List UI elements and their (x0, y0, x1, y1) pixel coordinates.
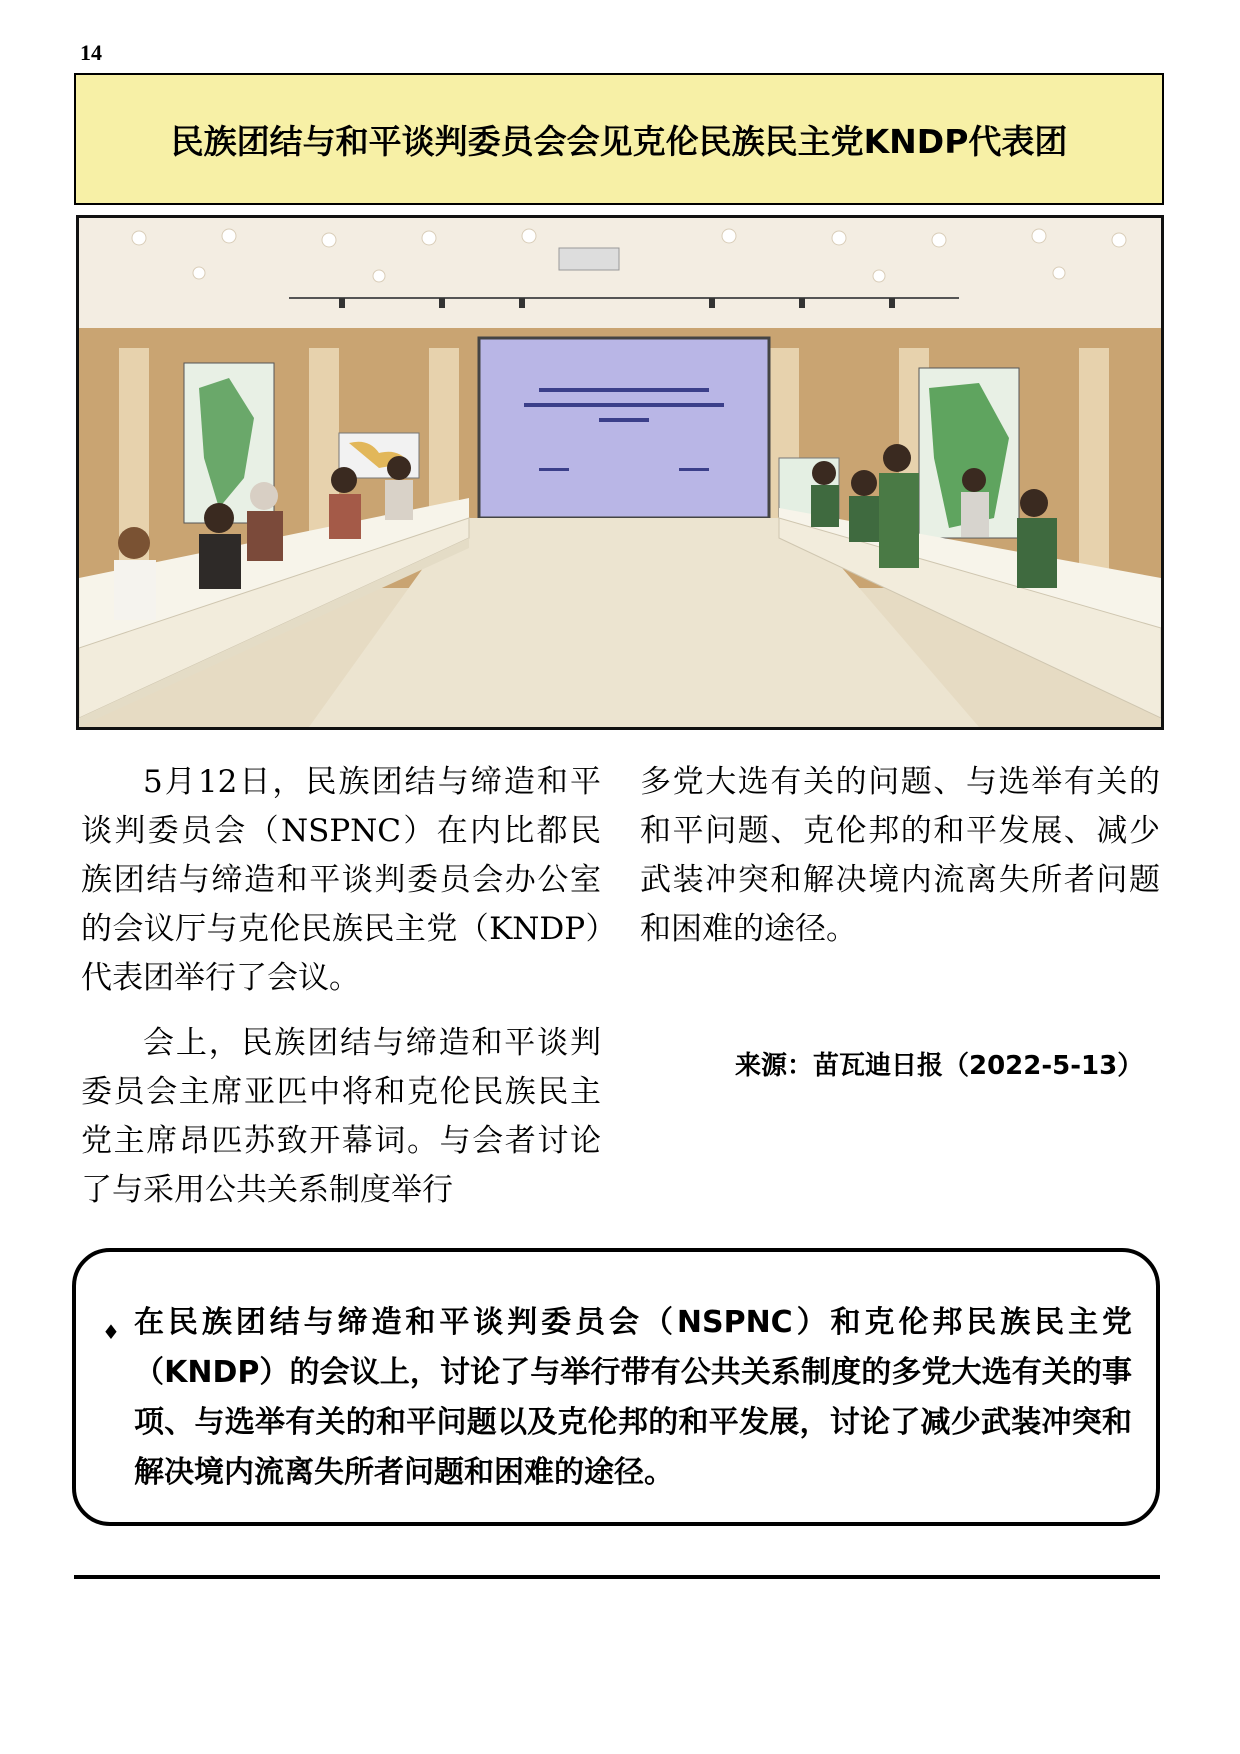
source-credit: 来源：苗瓦迪日报（2022-5-13） (735, 1051, 1144, 1081)
page-number: 14 (80, 40, 102, 65)
summary-text: 在民族团结与缔造和平谈判委员会（NSPNC）和克伦邦民族民主党（KNDP）的会议上，讨论了与举行带有公共关系制度的多党大选有关的事项、与选举有关的和平问题以及克伦邦的和平发展，讨论了减少武装冲突和解决境内流离失所者问题和困难的途径。 (134, 1305, 1132, 1490)
article-paragraph: 会上，民族团结与缔造和平谈判委员会主席亚匹中将和克伦民族民主党主席昂匹苏致开幕词。与会者讨论了与采用公共关系制度举行 (81, 1025, 601, 1208)
summary-box (72, 1248, 1160, 1526)
article-right-column (640, 758, 1160, 970)
diamond-bullet-icon: ♦ (102, 1320, 120, 1344)
bottom-divider (74, 1575, 1160, 1579)
title-banner (74, 73, 1164, 205)
page-title: 民族团结与和平谈判委员会会见克伦民族民主党KNDP代表团 (170, 121, 1068, 161)
article-left-column (81, 758, 601, 1231)
article-paragraph: 5月12日，民族团结与缔造和平谈判委员会（NSPNC）在内比都民族团结与缔造和平谈判委员会办公室的会议厅与克伦民族民主党（KNDP）代表团举行了会议。 (81, 764, 601, 996)
meeting-photo (76, 215, 1164, 730)
article-paragraph: 多党大选有关的问题、与选举有关的和平问题、克伦邦的和平发展、减少武装冲突和解决境内流离失所者问题和困难的途径。 (640, 764, 1160, 947)
